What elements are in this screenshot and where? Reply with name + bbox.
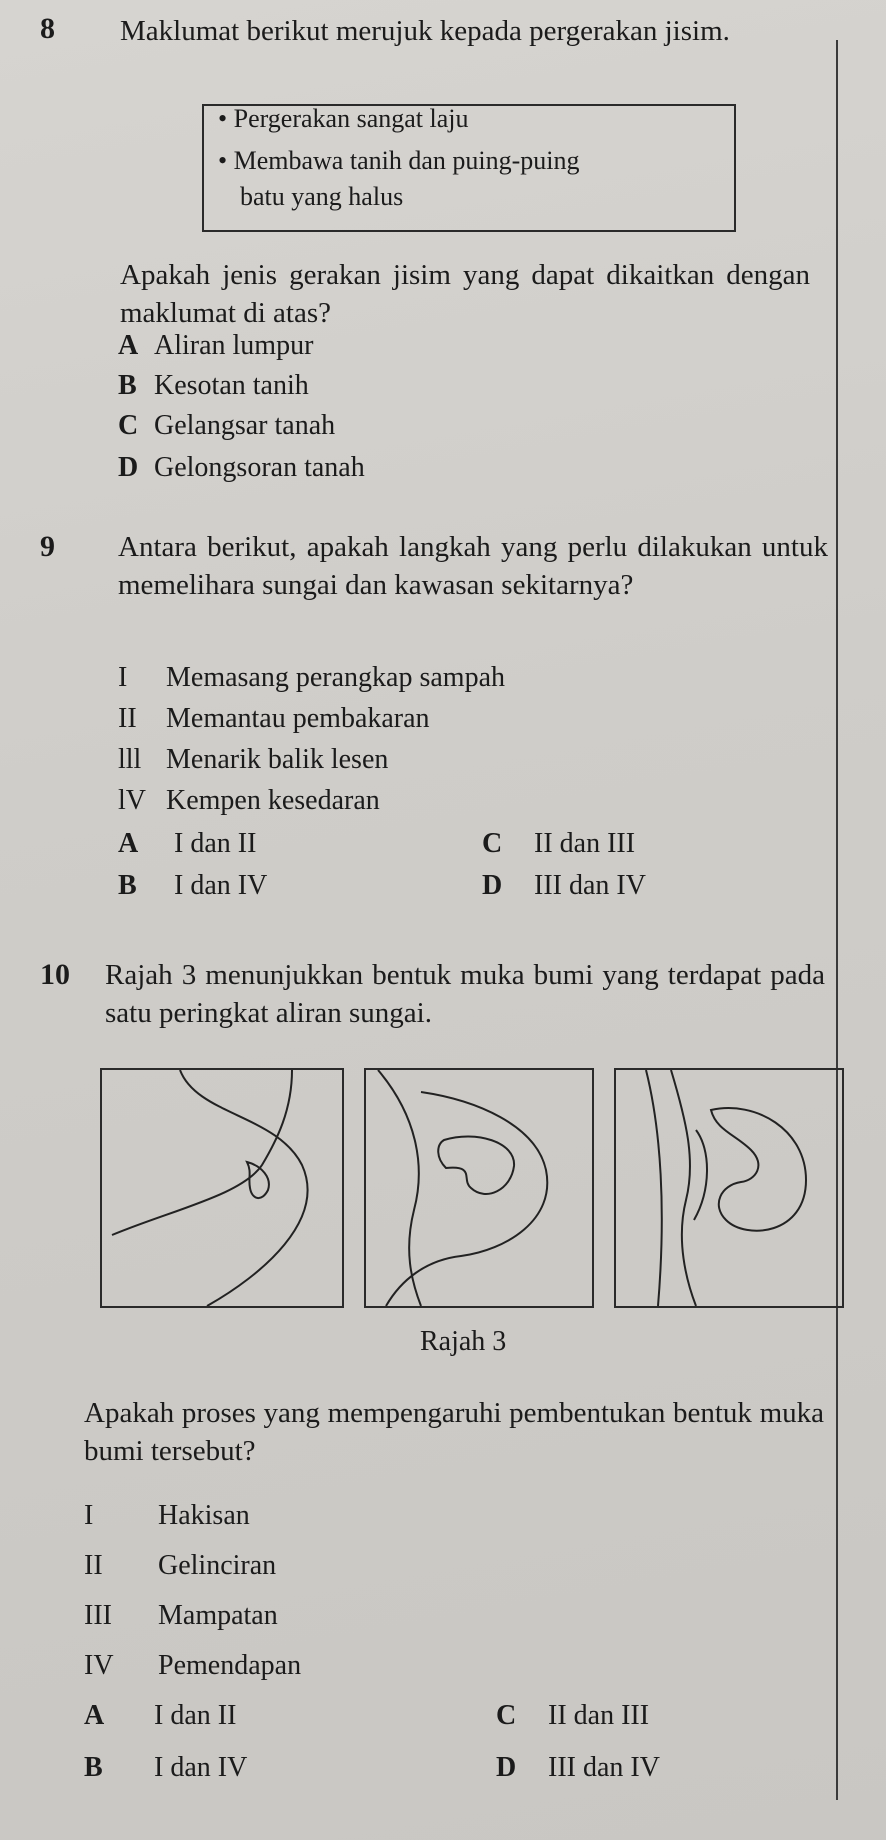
option-text: Kesotan tanih — [154, 370, 309, 401]
q8-bullet-2-text: Membawa tanih dan puing-puing — [233, 146, 580, 175]
statement-text: Mampatan — [158, 1600, 278, 1631]
option-text: II dan III — [534, 828, 636, 859]
q10-statement-3 — [84, 1600, 278, 1632]
option-letter: C — [482, 828, 503, 859]
statement-numeral: IV — [84, 1650, 114, 1681]
q8-bullet-1-text: Pergerakan sangat laju — [233, 104, 469, 133]
statement-numeral: I — [118, 662, 128, 693]
option-text: I dan IV — [154, 1752, 248, 1783]
q8-bullet-2-continued: batu yang halus — [240, 182, 404, 211]
figure-panel-3 — [614, 1068, 844, 1308]
q10-statement-2 — [84, 1550, 276, 1582]
q8-option-c[interactable] — [118, 410, 335, 442]
oxbow-forming-diagram — [366, 1070, 592, 1306]
q9-statement-1 — [118, 662, 505, 694]
q9-option-c[interactable] — [482, 828, 635, 860]
statement-text: Pemendapan — [158, 1650, 302, 1681]
q10-number: 10 — [40, 958, 70, 991]
q9-statement-4 — [118, 785, 380, 817]
statement-text: Memantau pembakaran — [166, 703, 430, 734]
q8-option-a[interactable] — [118, 330, 313, 362]
q10-option-b[interactable] — [84, 1752, 247, 1784]
q8-bullet-1: • Pergerakan sangat laju — [218, 104, 469, 133]
option-letter: C — [118, 410, 139, 441]
option-letter: A — [118, 330, 139, 361]
option-text: I dan II — [154, 1700, 237, 1731]
q10-option-a[interactable] — [84, 1700, 236, 1732]
q8-option-b[interactable] — [118, 370, 309, 402]
q10-stem: Rajah 3 menunjukkan bentuk muka bumi yang terdapat pada satu peringkat aliran sungai. — [105, 959, 825, 1029]
q9-stem: Antara berikut, apakah langkah yang perlu dilakukan untuk memelihara sungai dan kawasan sekitarnya? — [118, 531, 828, 601]
figure-caption: Rajah 3 — [420, 1326, 507, 1357]
option-text: III dan IV — [548, 1752, 660, 1783]
option-letter: D — [118, 452, 139, 483]
option-letter: D — [482, 870, 503, 901]
option-letter: B — [118, 870, 137, 901]
statement-numeral: lll — [118, 744, 142, 775]
statement-text: Hakisan — [158, 1500, 250, 1531]
meander-diagram — [102, 1070, 342, 1306]
q8-number: 8 — [40, 12, 55, 45]
statement-numeral: I — [84, 1500, 94, 1531]
option-text: Gelongsoran tanah — [154, 452, 365, 483]
statement-text: Memasang perangkap sampah — [166, 662, 505, 693]
option-letter: C — [496, 1700, 517, 1731]
q8-option-d[interactable] — [118, 452, 365, 484]
q8-bullet-2: • Membawa tanih dan puing-puing — [218, 146, 580, 175]
option-text: II dan III — [548, 1700, 650, 1731]
q10-statement-1 — [84, 1500, 250, 1532]
option-letter: A — [84, 1700, 105, 1731]
q10-option-d[interactable] — [496, 1752, 660, 1784]
option-text: I dan II — [174, 828, 257, 859]
option-letter: B — [118, 370, 137, 401]
q9-number: 9 — [40, 530, 55, 563]
page-edge-line — [836, 40, 838, 1800]
q9-statement-3 — [118, 744, 388, 776]
statement-numeral: II — [84, 1550, 103, 1581]
option-letter: B — [84, 1752, 103, 1783]
q9-option-b[interactable] — [118, 870, 267, 902]
statement-numeral: III — [84, 1600, 112, 1631]
statement-text: Gelinciran — [158, 1550, 277, 1581]
figure-panel-2 — [364, 1068, 594, 1308]
oxbow-lake-diagram — [616, 1070, 842, 1306]
q8-stem: Maklumat berikut merujuk kepada pergerakan jisim. — [120, 15, 730, 47]
option-text: III dan IV — [534, 870, 646, 901]
option-text: Aliran lumpur — [154, 330, 314, 361]
q9-option-a[interactable] — [118, 828, 256, 860]
q10-question: Apakah proses yang mempengaruhi pembentukan bentuk muka bumi tersebut? — [84, 1397, 824, 1467]
q10-option-c[interactable] — [496, 1700, 649, 1732]
q8-question: Apakah jenis gerakan jisim yang dapat dikaitkan dengan maklumat di atas? — [120, 259, 810, 329]
option-letter: A — [118, 828, 139, 859]
q10-statement-4 — [84, 1650, 301, 1682]
statement-numeral: lV — [118, 785, 146, 816]
q9-statement-2 — [118, 703, 430, 735]
statement-numeral: II — [118, 703, 137, 734]
option-text: I dan IV — [174, 870, 268, 901]
option-text: Gelangsar tanah — [154, 410, 336, 441]
statement-text: Kempen kesedaran — [166, 785, 380, 816]
statement-text: Menarik balik lesen — [166, 744, 389, 775]
q9-option-d[interactable] — [482, 870, 646, 902]
option-letter: D — [496, 1752, 517, 1783]
figure-panel-1 — [100, 1068, 344, 1308]
